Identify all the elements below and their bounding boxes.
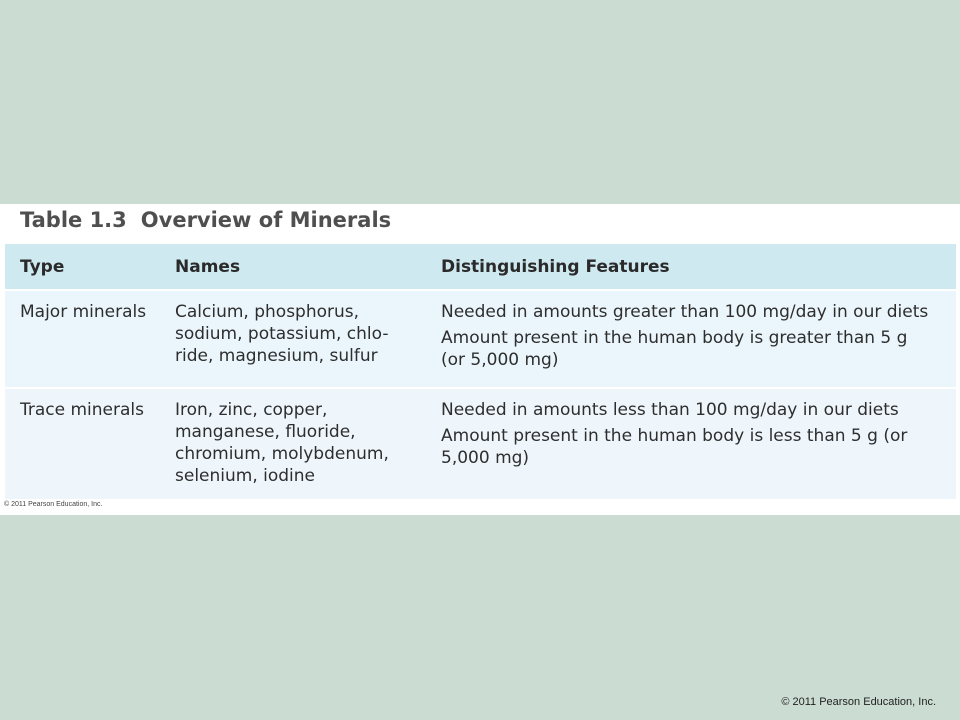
table-figure bbox=[0, 204, 960, 515]
feature-line: (or 5,000 mg) bbox=[441, 350, 559, 370]
feature-item bbox=[441, 425, 951, 469]
feature-item bbox=[441, 301, 951, 323]
table-copyright: © 2011 Pearson Education, Inc. bbox=[4, 501, 103, 508]
slide-copyright: © 2011 Pearson Education, Inc. bbox=[781, 696, 936, 708]
table-number: Table 1.3 bbox=[20, 208, 127, 232]
type-cell: Trace minerals bbox=[20, 400, 145, 420]
names-line: ride, magnesium, sulfur bbox=[175, 346, 378, 366]
names-cell bbox=[175, 399, 420, 487]
feature-item bbox=[441, 327, 951, 371]
names-line: selenium, iodine bbox=[175, 466, 316, 486]
names-line: chromium, molybdenum, bbox=[175, 444, 389, 464]
features-cell bbox=[441, 301, 951, 375]
feature-line: 5,000 mg) bbox=[441, 448, 530, 468]
header-type: Type bbox=[20, 257, 65, 277]
type-cell: Major minerals bbox=[20, 302, 147, 322]
table-header-row bbox=[5, 244, 956, 289]
feature-line: Needed in amounts less than 100 mg/day in our diets bbox=[441, 400, 899, 420]
header-names: Names bbox=[175, 257, 241, 277]
table-title: Overview of Minerals bbox=[140, 208, 392, 232]
minerals-table bbox=[5, 244, 956, 499]
names-line: Iron, zinc, copper, bbox=[175, 400, 328, 420]
feature-item bbox=[441, 399, 951, 421]
header-distinguishing-features: Distinguishing Features bbox=[441, 257, 670, 277]
table-row bbox=[5, 389, 956, 499]
names-line: manganese, fluoride, bbox=[175, 422, 356, 442]
features-cell bbox=[441, 399, 951, 473]
feature-line: Needed in amounts greater than 100 mg/day in our diets bbox=[441, 302, 929, 322]
feature-line: Amount present in the human body is less than 5 g (or bbox=[441, 426, 908, 446]
feature-line: Amount present in the human body is greater than 5 g bbox=[441, 328, 908, 348]
names-line: Calcium, phosphorus, bbox=[175, 302, 360, 322]
table-caption bbox=[20, 204, 391, 244]
table-row bbox=[5, 291, 956, 387]
names-line: sodium, potassium, chlo- bbox=[175, 324, 389, 344]
names-cell bbox=[175, 301, 420, 367]
